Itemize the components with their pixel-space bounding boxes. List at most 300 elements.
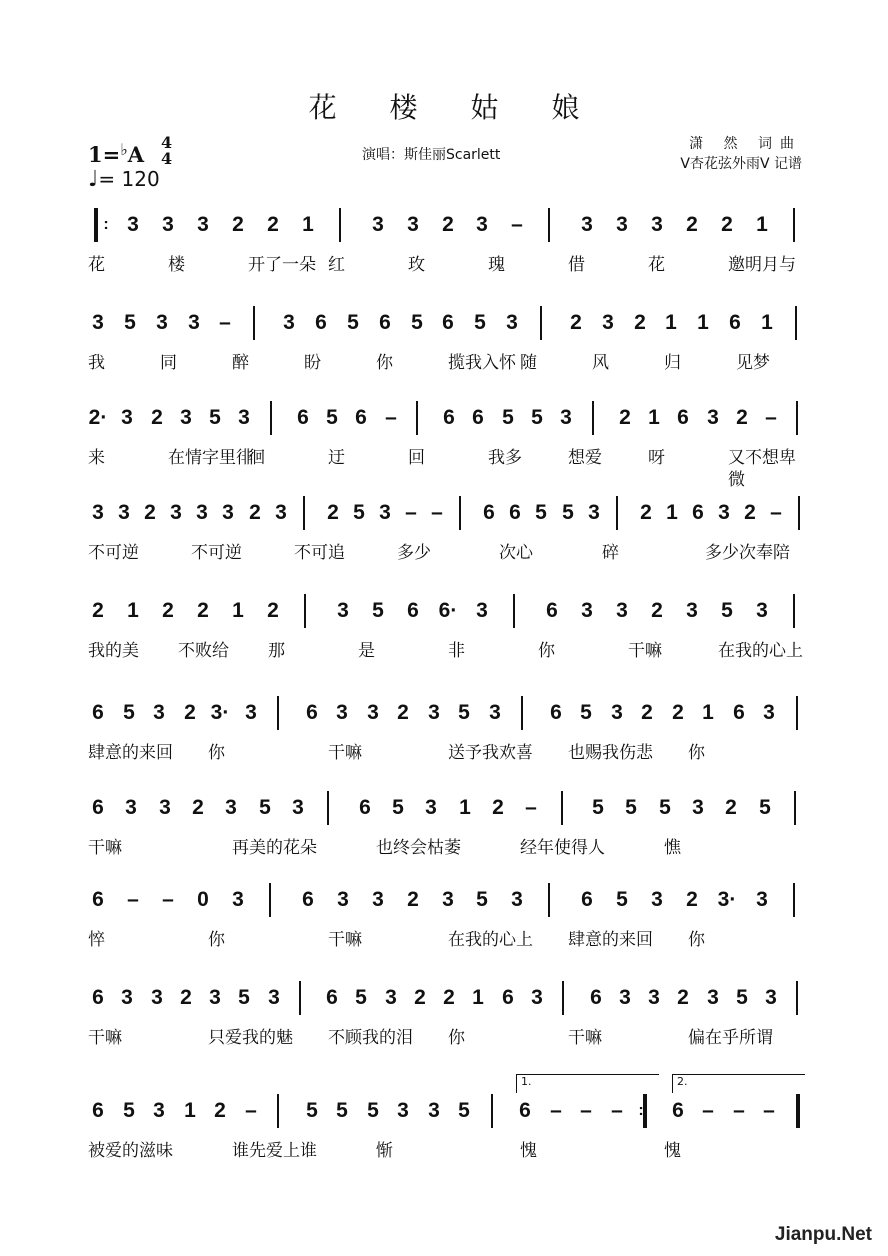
music-system [0,700,888,780]
lyric-syllable: 在我的心上 [448,930,533,950]
lyric-syllable: 徊 [248,448,265,468]
note: 5 [592,796,604,819]
bar-line [616,496,618,530]
note: 2 [443,986,455,1009]
watermark-logo: Jianpu.Net [774,1224,872,1245]
time-signature [161,135,172,167]
lyric-syllable: 回 [408,448,425,468]
note: 2 [677,986,689,1009]
note: 3 [489,701,501,724]
notation-line [88,212,808,246]
note: 2 [197,599,209,622]
note: 6 [306,701,318,724]
lyric-syllable: 我的美 [88,641,139,661]
note: 5 [616,888,628,911]
tempo-value: = 120 [98,167,160,191]
first-ending-bracket: 1. [516,1074,659,1093]
note: 5 [458,701,470,724]
note: 3 [442,888,454,911]
note: 3 [118,501,130,524]
lyric-syllable: 悴 [88,930,105,950]
lyric-syllable: 憔 [664,838,681,858]
bar-line [304,594,306,628]
lyric-syllable: 我 [88,353,105,373]
note: 5 [411,311,423,334]
notation-line [88,985,808,1019]
note: 3 [707,986,719,1009]
notation-line [88,1098,808,1132]
note: 6 [519,1099,531,1122]
key-label: 1= [88,142,121,167]
note: 3 [385,986,397,1009]
note: 3 [336,701,348,724]
note: 5 [502,406,514,429]
bar-line [327,791,329,825]
bar-line [795,306,797,340]
lyric-syllable: 醉 [232,353,249,373]
tempo-mark [88,167,160,192]
note: – [405,501,417,524]
note: 3 [225,796,237,819]
note: 3 [188,311,200,334]
music-system [0,795,888,875]
note: 2 [397,701,409,724]
second-ending-bracket: 2. [672,1074,805,1093]
lyric-syllable: 干嘛 [628,641,662,661]
bar-line [793,594,795,628]
note: 2 [184,701,196,724]
note: 3 [756,599,768,622]
lyric-line [88,542,808,566]
note: – [245,1099,257,1122]
lyric-syllable: 愧 [664,1141,681,1161]
lyricist-composer: 潇 然 词曲 [689,136,802,152]
note: 3 [159,796,171,819]
note: 3 [428,701,440,724]
lyric-syllable: 瑰 [488,255,505,275]
bar-line [253,306,255,340]
lyric-syllable: 是 [358,641,375,661]
note: 1 [666,501,678,524]
notation-line [88,500,808,534]
note: – [550,1099,562,1122]
note: 1 [761,311,773,334]
meter-bottom: 4 [161,149,173,168]
note: 3 [196,501,208,524]
note: 1 [472,986,484,1009]
music-system [0,887,888,967]
lyric-syllable: 只爱我的魅 [208,1028,293,1048]
note: 5 [535,501,547,524]
bar-line [796,1094,800,1128]
note: 3 [292,796,304,819]
lyric-syllable: 不顾我的泪 [328,1028,413,1048]
note: 3 [125,796,137,819]
note: 6 [92,796,104,819]
note: 5 [659,796,671,819]
note: 6 [692,501,704,524]
lyric-syllable: 你 [688,743,705,763]
note: 2 [267,599,279,622]
note: 2 [232,213,244,236]
notation-line [88,700,808,734]
lyric-syllable: 干嘛 [328,930,362,950]
note: 1 [232,599,244,622]
note: 3 [397,1099,409,1122]
lyric-syllable: 多少 [397,543,431,563]
lyric-syllable: 不可追 [294,543,345,563]
note: – [511,213,523,236]
note: 2 [492,796,504,819]
note: 6 [590,986,602,1009]
note: 2 [721,213,733,236]
lyric-syllable: 不败给 [178,641,229,661]
lyric-syllable: 你 [538,641,555,661]
note: 2 [725,796,737,819]
note: 6 [442,311,454,334]
bar-line [796,981,798,1015]
lyric-syllable: 红 [328,255,345,275]
music-system [0,1075,888,1178]
note: 3 [619,986,631,1009]
lyric-syllable: 楼 [168,255,185,275]
note: 1 [702,701,714,724]
note: 6 [92,1099,104,1122]
note: 2 [686,213,698,236]
note: 3 [560,406,572,429]
note: 2 [192,796,204,819]
lyric-line [88,837,808,861]
repeat-sign: : [103,216,109,233]
lyric-syllable: 花 [88,255,105,275]
note: 1 [648,406,660,429]
note: 6 [355,406,367,429]
bar-line [299,981,301,1015]
note: 6 [672,1099,684,1122]
lyric-syllable: 非 [448,641,465,661]
lyric-syllable: 玫 [408,255,425,275]
note: 1 [302,213,314,236]
flat-sign: ♭ [120,140,128,159]
notation-line [88,795,808,829]
note: 2 [162,599,174,622]
lyric-syllable: 碎 [602,543,619,563]
lyric-line [88,1140,808,1164]
note: 3 [651,888,663,911]
note: – [702,1099,714,1122]
note: 5 [123,701,135,724]
lyric-syllable: 干嘛 [88,838,122,858]
note: 2 [214,1099,226,1122]
lyric-syllable: 谁先爱上谁 [232,1141,317,1161]
bar-line [459,496,461,530]
note: 5 [458,1099,470,1122]
note: 3 [765,986,777,1009]
lyric-syllable: 你 [448,1028,465,1048]
note: 5 [336,1099,348,1122]
note: 3 [707,406,719,429]
note: 6 [326,986,338,1009]
note: 3 [611,701,623,724]
note: 3 [511,888,523,911]
lyric-syllable: 迂 [328,448,345,468]
note: 2 [151,406,163,429]
bar-line [798,496,800,530]
note: 1 [127,599,139,622]
note: 3 [180,406,192,429]
lyric-syllable: 想爱 [568,448,602,468]
note: 3 [121,986,133,1009]
note: 2 [641,701,653,724]
note: 3 [153,1099,165,1122]
note: 3 [92,311,104,334]
note: 6 [443,406,455,429]
notation-line [88,887,808,921]
bar-line [796,401,798,435]
note: 5 [355,986,367,1009]
note: 3 [379,501,391,524]
note: 1 [665,311,677,334]
note: 5 [580,701,592,724]
note: 3 [531,986,543,1009]
note: 2 [407,888,419,911]
note: 3 [718,501,730,524]
note: 6 [92,701,104,724]
note: – [733,1099,745,1122]
lyric-syllable: 干嘛 [568,1028,602,1048]
lyric-syllable: 花 [648,255,665,275]
bar-line [277,696,279,730]
lyric-syllable: 你 [208,743,225,763]
note: 2 [414,986,426,1009]
bar-line [521,696,523,730]
lyric-syllable: 你 [688,930,705,950]
lyric-syllable: 盼 [304,353,321,373]
note: – [162,888,174,911]
note: 3 [367,701,379,724]
note: 3 [756,888,768,911]
credits [680,134,802,174]
lyric-syllable: 也赐我伤悲 [568,743,653,763]
note: 6 [379,311,391,334]
note: 6 [509,501,521,524]
note: 2 [144,501,156,524]
lyric-line [88,352,808,376]
note: – [431,501,443,524]
note: 1 [697,311,709,334]
lyric-syllable: 不可逆 [191,543,242,563]
bar-line [269,883,271,917]
note: 3 [476,599,488,622]
note: 5 [306,1099,318,1122]
note: 6 [92,888,104,911]
lyric-syllable: 干嘛 [328,743,362,763]
note: 3 [372,213,384,236]
lyric-line [88,1027,808,1051]
lyric-syllable: 那 [268,641,285,661]
lyric-syllable: 被爱的滋味 [88,1141,173,1161]
note: 6 [733,701,745,724]
lyric-syllable: 开了一朵 [248,255,316,275]
note: 3 [275,501,287,524]
note: 6 [546,599,558,622]
note: 3 [209,986,221,1009]
note: 6 [729,311,741,334]
note: 3 [170,501,182,524]
bar-line [548,208,550,242]
lyric-syllable: 不可逆 [88,543,139,563]
note: 5 [625,796,637,819]
note: 6 [502,986,514,1009]
note: – [219,311,231,334]
bar-line [491,1094,493,1128]
note: 2 [736,406,748,429]
note: 5 [209,406,221,429]
lyric-syllable: 呀 [648,448,665,468]
lyric-line [88,640,808,664]
bar-line [416,401,418,435]
lyric-syllable: 来 [88,448,105,468]
note: 3 [407,213,419,236]
note: 6 [315,311,327,334]
note: 5 [562,501,574,524]
note: 3 [616,599,628,622]
note: – [611,1099,623,1122]
bar-line [270,401,272,435]
singer-credit: 演唱：斯佳丽Scarlett [362,147,501,163]
note: 1 [756,213,768,236]
note: 2 [672,701,684,724]
note: 3 [283,311,295,334]
note: 2 [249,501,261,524]
note: 3 [156,311,168,334]
note: 2 [267,213,279,236]
note: 2 [180,986,192,1009]
bar-line [548,883,550,917]
lyric-syllable: 送予我欢喜 [448,743,533,763]
note: – [580,1099,592,1122]
lyric-syllable: 惭 [376,1141,393,1161]
note: 3 [121,406,133,429]
note: 3 [197,213,209,236]
key-note: A [127,142,145,167]
bar-line [793,208,795,242]
music-system [0,500,888,580]
lyric-syllable: 归 [664,353,681,373]
note: 3 [581,599,593,622]
bar-line [793,883,795,917]
note: 6 [677,406,689,429]
note: 6 [581,888,593,911]
lyric-syllable: 偏在乎所谓 [688,1028,773,1048]
note: 3 [151,986,163,1009]
note: 5 [759,796,771,819]
lyric-syllable: 邀明月与 [728,255,796,275]
note: – [385,406,397,429]
bar-line [796,696,798,730]
note: 3 [616,213,628,236]
note: 5 [326,406,338,429]
lyric-line [88,254,808,278]
lyric-syllable: 再美的花朵 [232,838,317,858]
note: 5 [531,406,543,429]
note: 3 [602,311,614,334]
key-signature [88,140,144,167]
note: 3 [651,213,663,236]
note: 6 [92,986,104,1009]
note: 6· [438,599,458,622]
note: 2 [442,213,454,236]
note: 5 [474,311,486,334]
note: 1 [459,796,471,819]
bar-line [562,981,564,1015]
note: 5 [392,796,404,819]
note: 3 [162,213,174,236]
note: – [770,501,782,524]
music-system [0,598,888,678]
lyric-syllable: 你 [376,353,393,373]
note: 2 [651,599,663,622]
lyric-syllable: 在情字里徘 [168,448,253,468]
lyric-line [88,742,808,766]
note: 3 [425,796,437,819]
lyric-syllable: 风 [592,353,609,373]
lyric-syllable: 借 [568,255,585,275]
lyric-syllable: 干嘛 [88,1028,122,1048]
bar-line [277,1094,279,1128]
notation-line [88,598,808,632]
lyric-syllable: 随 [520,353,537,373]
music-system [0,310,888,390]
note: 3 [153,701,165,724]
note: 5 [123,1099,135,1122]
bar-line [303,496,305,530]
lyric-syllable: 又不想卑微 [728,448,796,490]
note: 3 [692,796,704,819]
note: 6 [550,701,562,724]
note: 5 [367,1099,379,1122]
note: 2 [686,888,698,911]
note: 3 [428,1099,440,1122]
note: 3 [337,599,349,622]
note: 5 [347,311,359,334]
note: 3· [210,701,230,724]
note: 5 [476,888,488,911]
note: 3 [238,406,250,429]
bar-line [339,208,341,242]
music-system [0,405,888,490]
bar-line [561,791,563,825]
transcriber: V杏花弦外雨V 记谱 [680,156,802,172]
note: 2 [744,501,756,524]
note: 3 [268,986,280,1009]
lyric-syllable: 经年使得人 [520,838,605,858]
bar-line [592,401,594,435]
bar-line [794,791,796,825]
note: 3 [581,213,593,236]
note: 1 [184,1099,196,1122]
note: 5 [736,986,748,1009]
note: 2· [88,406,108,429]
notation-line [88,405,808,439]
lyric-syllable: 多少次奉陪 [705,543,790,563]
lyric-syllable: 揽我入怀 [448,353,516,373]
note: 2 [619,406,631,429]
page-title: 花 楼 姑 娘 [308,91,602,124]
note: 2 [327,501,339,524]
note: 3 [222,501,234,524]
note: 3 [763,701,775,724]
